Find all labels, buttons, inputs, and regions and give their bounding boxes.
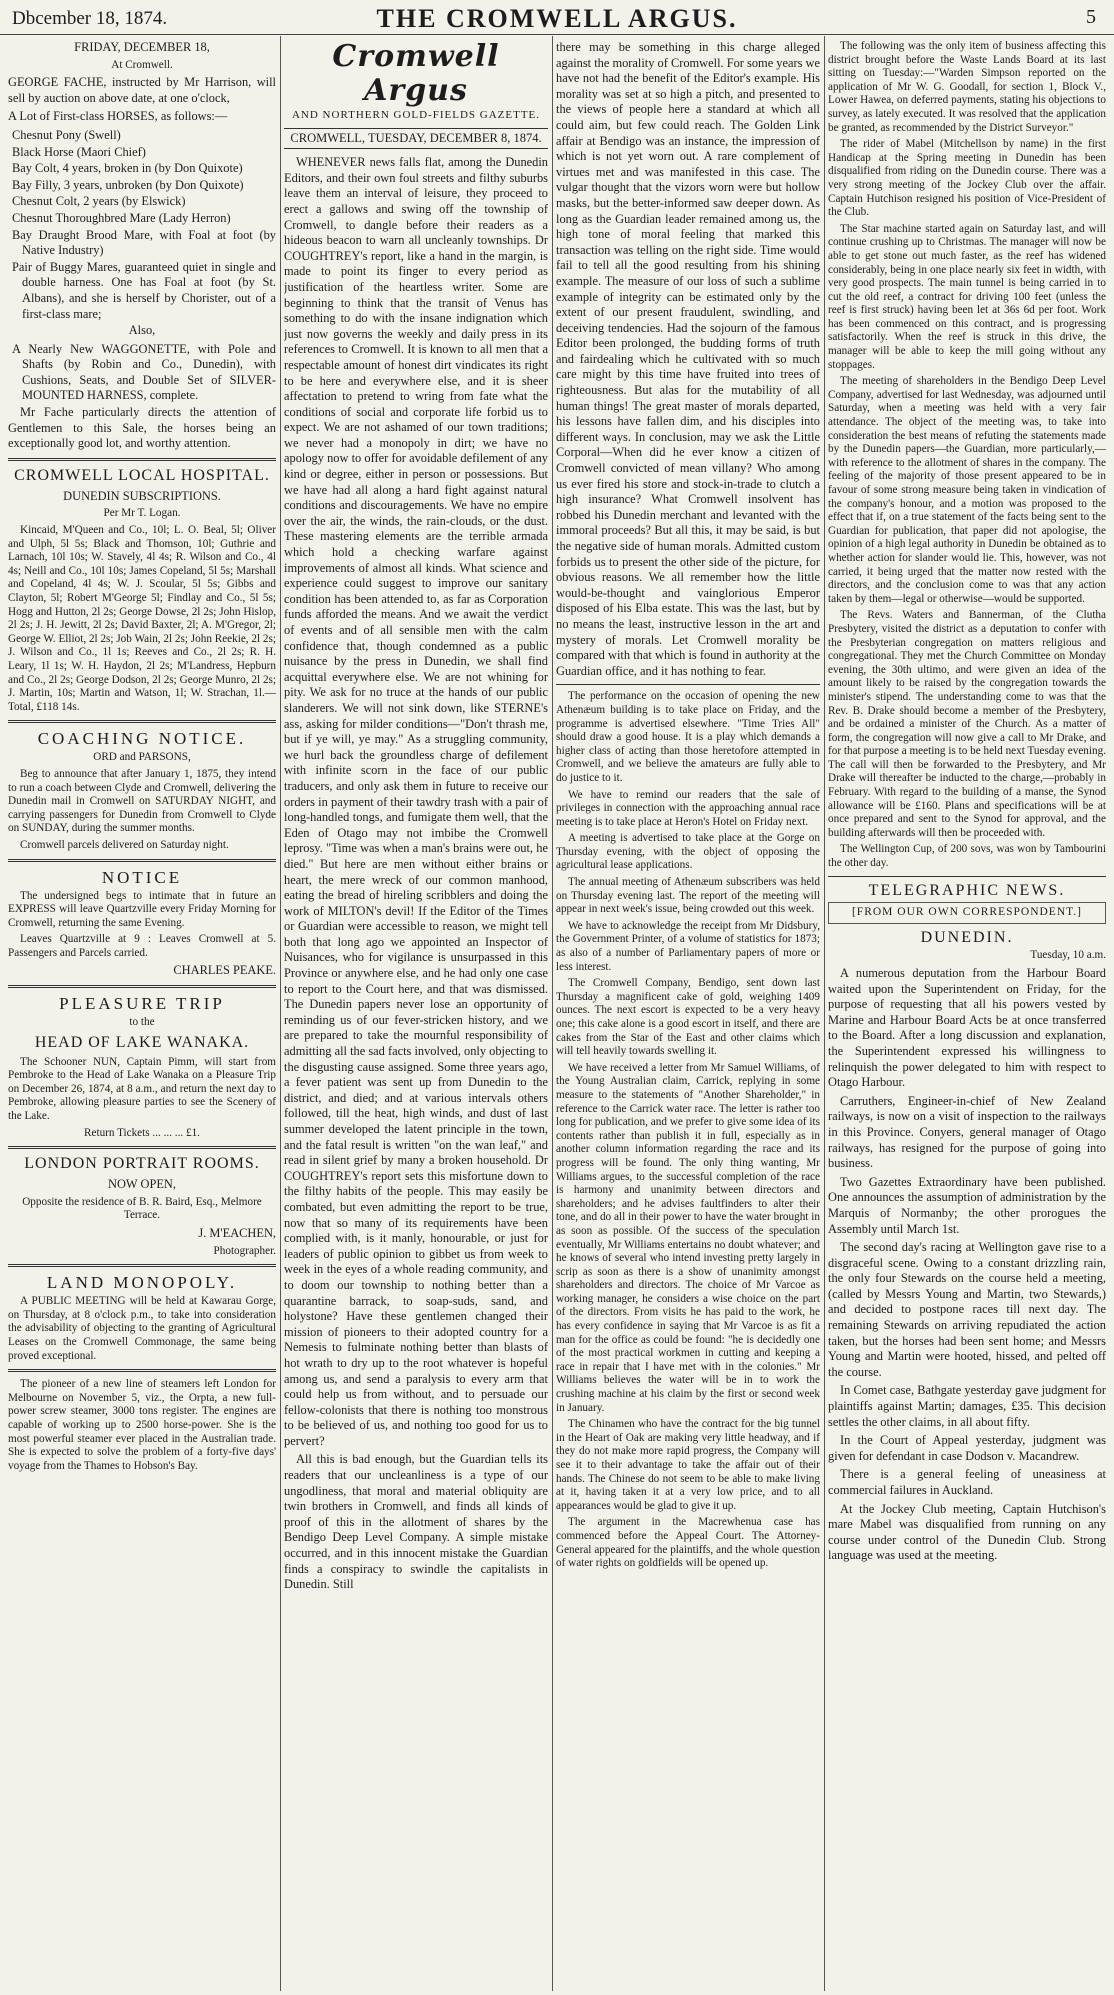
column-rule — [280, 36, 281, 1991]
notice-text: The undersigned begs to intimate that in future an EXPRESS will leave Quartzville every Friday Morning for Cromwell, returning the same Evening. — [8, 889, 276, 929]
land-title: LAND MONOPOLY. — [46, 1273, 238, 1293]
news-item: The Revs. Waters and Bannerman, of the Clutha Presbytery, visited the district as a deputation to confer with the Presbyterian congregation on matters religious and congregational. They met the Church Committee on Monday evening, the 30th ultimo, and were given an idea of the amount likely to be raised by the congregation towards the minister's stipend. The understanding come to was that the Rev. B. Drake should become a member of the Presbytery, and be ordained a minister of the Church. As a matter of form, the congregation will now give a call to Mr Drake, and for that purpose a meeting is to be held next Tuesday evening. The call will then be forwarded to the Presbytery, and Mr Drake will thereafter be inducted to the charge,—probably in February. With regard to the building of a manse, the Synod allowance will be £160. Plans and specifications will be at once prepared and sent to the Synod for approval, and the building afterwards will then be proceeded with. — [828, 609, 1106, 839]
portrait-role: Photographer. — [213, 1244, 276, 1257]
lot-item: Bay Filly, 3 years, unbroken (by Don Quixote) — [12, 177, 244, 192]
telegraph-item: At the Jockey Club meeting, Captain Hutchison's mare Mabel was disqualified from running on any course under control of the Dunedin Club. Strong language was used at the meeting. — [828, 1501, 1106, 1563]
sale-intro: GEORGE FACHE, instructed by Mr Harrison, will sell by auction on above date, at one o'clock, — [8, 75, 276, 105]
hospital-per: Per Mr T. Logan. — [103, 507, 181, 520]
pleasure-trip-advert — [8, 994, 276, 1140]
land-monopoly-advert — [8, 1273, 276, 1363]
column-1-advertisements — [8, 40, 276, 1990]
portrait-title: LONDON PORTRAIT ROOMS. — [24, 1155, 260, 1173]
trip-text: The Schooner NUN, Captain Pimm, will start from Pembroke to the Head of Lake Wanaka on a Pleasure Trip on December 26, 1874, at 8 a.m., and return the next day to Pembroke, allowing pleasure parties to see the Scenery of the Lake. — [8, 1055, 276, 1123]
sale-attention: Mr Fache particularly directs the attention of Gentlemen to this Sale, the horses being an exceptionally good lot, and worthy attention. — [8, 405, 276, 451]
news-item: The annual meeting of Athenæum subscribers was held on Thursday evening last. The report of the meeting will appear in next week's issue, being crowded out this week. — [556, 876, 820, 916]
telegraph-place: DUNEDIN. — [920, 928, 1014, 946]
lot-item: Pair of Buggy Mares, guaranteed quiet in single and double harness. One has Foal at foot (by St. Albans), and she is herself by Chorister, out of a first-class mare; — [12, 259, 276, 321]
divider — [8, 1369, 276, 1372]
issue-date: Dbcember 18, 1874. — [12, 8, 168, 29]
lot-item: Bay Colt, 4 years, broken in (by Don Quixote) — [12, 161, 243, 176]
telegraph-item: There is a general feeling of uneasiness at commercial failures in Auckland. — [828, 1467, 1106, 1497]
column-rule — [552, 36, 553, 1991]
divider — [556, 684, 820, 685]
news-item: The following was the only item of business affecting this district brought before the Waste Lands Board at its last sitting on Tuesday:—"Warden Simpson reported on the application of Mr W. G. Goodall, for section 1, Block V., Lower Hawea, on deferred payments, stating his objections to survey, as lately executed. It was resolved that the application be granted, as recommended by the District Surveyor." — [828, 40, 1106, 134]
telegraph-item: Carruthers, Engineer-in-chief of New Zealand railways, is now on a visit of inspection to the railways in this Province. Conyers, general manager of Otago railways, has resigned for the purpose of going into business. — [828, 1093, 1106, 1171]
notice-times: Leaves Quartzville at 9 : Leaves Cromwell at 5. Passengers and Parcels carried. — [8, 933, 276, 959]
editorial-paragraph: WHENEVER news falls flat, among the Dunedin Editors, and their own foul streets and filthy suburbs leave them an interval of leisure, they proceed to erect a gallows and swing off the township of Cromwell, to dangle before their readers as a hideous beacon to warn all uncleanly townships. Dr COUGHTREY's report, like a hand in the margin, is made to point its finger to every period as justification of the heartless writer. Some are beginning to think that the transit of Venus has something to do with the insane indignation which just now governs the weekly and daily press in its references to Cromwell. It is known to all men that a respectable amount of honest dirt vindicates its right to be here and everywhere else, and it is sheer affectation to pretend to wring from fate what the conditions of social and corporate life forbid us to expect. We are not ashamed of our town traditions; we never had a monopoly in dirt; we have no apology now to offer for avoidable defilement of any kind or degree, either in person or possessions. But we have had all along a hard fight against natural conditions and discouragements. We have no empire over the air, the winds, the rain-clouds, or the dust. These mastering elements are the terrible armada which hold a checking warfare against improvements of almost all kinds. What science and experience could suggest to improve our sanitary condition has been attended to, as far as Corporation funds afforded the means. And we await the verdict of events and of all sensible men with the calm confidence that, though condemned as a public nuisance by the press in Dunedin, we shall find acquittal everywhere else. We are not whining for pity. We ask for no truce at the hands of our public slanderers. We will not sink down, like STERNE's ass, asking for milder conditions—"Don't thrash me, but if ye will, ye may." As a struggling community, we hurl back the groundless charge of defilement with infinite scorn in the face of our public traducers, and only ask them in future to receive our orders in payment of their tawdry trash with a pair of long-handled tongs, and fumigate them well, that the Eden of Otago may not imbibe the Cromwell leprosy. "Time was when a man's brains were out, he died." But here are men without either brains or heart, the mere wreck of our common manhood, eating the bread of hireling scribblers and doing the work of MILTON's devil! If the Editor of the Times or Guardian were accessible to reason, we might tell both that long ago we appointed an Inspector of Nuisances, who for vigilance is unsurpassed in this Province or anywhere else, and he had only one case to report to the Court here, and that was dismissed. The Dunedin papers never lose an opportunity of reminding us of our fever-stricken history, and we are prepared to take the mournful responsibility of admitting all the sad facts involved, only objecting to the disgusting cause assigned. Some three years ago, a fever patient was sent up from Dunedin to the district, and died; and at various intervals others followed, till the heat, high winds, and dust of last summer developed the latent principle in the town, and the fatal result is written "on the wan leaf," and read in silent grief by many a broken household. Dr COUGHTREY's report sets this misfortune down to the filthy habits of the people. This may easily be combated, but even admitting the report to be true, now that so many of its requirements have been complied with, is it manly, honourable, or just for leaders of public opinion to gibbet us from week to week in the eyes of a whole reading community, and to doom our township to nothing better than a quarantine barrack, to soap-suds, sand, and holystone? Have these gentlemen changed their mission of pioneers to their adopted country for a Nemesis to fulminate nothing better than blasts of hot wrath to dry up to the root whatever is hopeful among us, and send a paralysis to every arm that could help us from without, and to persuade our fellow-colonists that there is nothing too monstrous to be believed of us, and nothing too good for us to pervert? — [284, 155, 548, 1448]
divider — [8, 1146, 276, 1149]
wagonette-item: A Nearly New WAGGONETTE, with Pole and Shafts (by Robin and Co., Dunedin), with Cushions, Seats, and Double Set of SILVER-MOUNTED HARNESS, complete. — [12, 341, 276, 403]
news-item: The Cromwell Company, Bendigo, sent down last Thursday a magnificent cake of gold, weighing 1409 ounces. The next escort is expected to be a very heavy one; this cake alone is a good escort in itself, and there are cakes from the Star of the East and other claims which will tell heavily towards swelling it. — [556, 977, 820, 1058]
divider — [8, 1264, 276, 1267]
sale-place: At Cromwell. — [111, 58, 173, 71]
portrait-address: Opposite the residence of B. R. Baird, Esq., Melmore Terrace. — [22, 1195, 262, 1222]
editorial-continued: there may be something in this charge alleged against the morality of Cromwell. For some years we have not had the benefit of the Editor's example. His morality was set at so high a pitch, and presented to the views of people here a standard at which all could aim, but few could reach. The Golden Link affair at Bendigo was an instance, the impression of which is not yet worn out. A rare complement of virtues met and was manifested in this case. The vulgar thought that the vizors worn were but hollow masks, but the better-informed saw deeper down. As long as the Guardian leader remained among us, the high tone of moral feeling that marked this transaction was telling on the right side. Time would fail to tell all the good resulting from his shining example. The measure of our loss of such a sublime example of integrity can be estimated only by the extent of our present fraudulent, swindling, and deceiving tendencies. Had the sojourn of the famous Editor been prolonged, the budding forms of truth and fairdealing which he cultivated with so much care might by this time have fruited into trees of righteousness. But alas for the mutability of all human things! The great master of morals departed, his lessons have fallen dim, and his disciples into different ways. In conclusion, may we ask the Little Corporal—When did he ever know a citizen of Cromwell convicted of mean villany? Who among us ever fired his store and stock-in-trade to clutch a high insurance? What Cromwell insolvent has robbed his Dunedin merchant and levanted with the immoral proceeds? But all this, it may be said, is but the negative side of human morals. Admitted custom forbids us to present the other side of the picture, for obvious reasons. We all remember how the little would-be-thought and vainglorious Emperor disposed of his Elba estate. This was the last, but by no means the least, instructive lesson in the art and mystery of morals. Let Cromwell morality be compared with that which is found in authority at the Guardian office, and it has nothing to fear. — [556, 40, 820, 678]
portrait-advert — [8, 1155, 276, 1258]
news-item: The Chinamen who have the contract for the big tunnel in the Heart of Oak are making very little headway, and if they do not make more rapid progress, the Company will see it to their advantage to take the affair out of their hands. The Chinese do not seem to be able to make living at it, having taken it at a very low price, and to all appearances would be glad to give it up. — [556, 1418, 820, 1512]
auction-advert — [8, 40, 276, 452]
notice-title: NOTICE — [101, 867, 183, 887]
lot-item: Chesnut Thoroughbred Mare (Lady Herron) — [12, 210, 231, 225]
divider — [8, 720, 276, 723]
lot-item: Black Horse (Maori Chief) — [12, 144, 146, 159]
column-3-news — [556, 40, 820, 1990]
coach-title: COACHING NOTICE. — [37, 729, 247, 749]
trip-tickets: Return Tickets ... ... ... £1. — [84, 1126, 200, 1139]
page-header — [0, 0, 1114, 35]
news-item: We have to remind our readers that the sale of privileges in connection with the approaching annual race meeting is to take place at Heron's Hotel on Friday next. — [556, 788, 820, 828]
hospital-subtitle: DUNEDIN SUBSCRIPTIONS. — [63, 488, 221, 503]
hospital-advert — [8, 467, 276, 715]
notice-signature: CHARLES PEAKE. — [173, 963, 276, 978]
divider — [8, 985, 276, 988]
news-item: The performance on the occasion of opening the new Athenæum building is to take place on Friday, and the programme is advertised elsewhere. "Time Tries All" should draw a good house. It is a play which demands a higher class of acting than those heretofore attempted in Cromwell, and we believe the amateurs are fully able to do justice to it. — [556, 690, 820, 784]
column-4-news — [828, 40, 1106, 1990]
hospital-title: CROMWELL LOCAL HOSPITAL. — [14, 466, 270, 484]
trip-to: to the — [129, 1016, 155, 1029]
divider — [8, 458, 276, 461]
portrait-open: NOW OPEN, — [108, 1177, 176, 1192]
trip-title: PLEASURE TRIP — [59, 994, 225, 1014]
coaching-advert — [8, 729, 276, 852]
paper-title: THE CROMWELL ARGUS. — [376, 4, 738, 33]
coach-from: ORD and PARSONS, — [93, 751, 191, 764]
also-label: Also, — [128, 323, 156, 338]
news-item: A meeting is advertised to take place at the Gorge on Thursday evening, with the object of opposing the agricultural lease applications. — [556, 832, 820, 872]
news-item: The argument in the Macrewhenua case has commenced before the Appeal Court. The Attorney-General appeared for the plaintiffs, and the whole question of water rights on goldfields will be opened up. — [556, 1516, 820, 1570]
editorial-dateline: CROMWELL, TUESDAY, DECEMBER 8, 1874. — [284, 128, 548, 150]
telegraph-item: A numerous deputation from the Harbour Board waited upon the Superintendent on Friday, for the purpose of requesting that all his powers vested by Marine and Harbour Board Acts be at once transferred to the Board. After a long discussion and explanation, the Superintendent expressed his willingness to relinquish the power delegated to him with respect to Otago Harbour. — [828, 966, 1106, 1090]
news-item: The Wellington Cup, of 200 sovs, was won by Tambourini the other day. — [828, 843, 1106, 870]
portrait-name: J. M'EACHEN, — [198, 1226, 276, 1240]
column-2-editorial — [284, 40, 548, 1990]
news-item: We have received a letter from Mr Samuel Williams, of the Young Australian claim, Carrick, replying in some measure to the statements of "Another Shareholder," in reference to the Carrick water race. The letter is rather too long for publication, and we prefer to give some idea of its contents rather than publish it in full, especially as in another column information regarding the race and its progress will be found. The only thing wanting, Mr Williams argues, to the successful completion of the race is harmony and unanimity between directors and shareholders; and he advises faultfinders to alter their tone, and do all in their power to have the water brought in as soon as possible. Of the success of the speculation eventually, Mr Williams entertains no doubt whatever; and he knows of several who intend investing pretty largely in scrip as soon as there is a show of unanimity amongst shareholders and directors. The choice of Mr Varcoe as working manager, he considers a wise choice on the part of the directors. From visits he has paid to the work, he has every confidence in saying that Mr Varcoe is as fit a man for the office as could be found: "he is decidedly one of the most practical workmen in cutting and keeping a race in repair that I have met with in the colonies." Mr Williams believes the water will be in to work the crushing machine at his claim by the first or second week in January. — [556, 1061, 820, 1414]
page-number: 5 — [1086, 6, 1096, 28]
lot-item: Chesnut Colt, 2 years (by Elswick) — [12, 194, 186, 209]
telegraph-item: In the Court of Appeal yesterday, judgment was given for defendant in case Dodson v. Macandrew. — [828, 1433, 1106, 1463]
trip-destination: HEAD OF LAKE WANAKA. — [34, 1033, 250, 1051]
sale-date: FRIDAY, DECEMBER 18, — [74, 40, 210, 54]
sale-intro-lots: A Lot of First-class HORSES, as follows:— — [8, 109, 228, 124]
column-rule — [824, 36, 825, 1991]
divider — [8, 859, 276, 862]
nameplate: Cromwell Argus — [332, 40, 500, 108]
coach-parcels: Cromwell parcels delivered on Saturday night. — [20, 838, 229, 851]
telegraph-item: Two Gazettes Extraordinary have been published. One announces the assumption of administration by the Marquis of Normanby; the other prorogues the Assembly until March 1st. — [828, 1174, 1106, 1236]
news-item: The Star machine started again on Saturday last, and will continue crushing up to Christmas. The manager will now be able to get stone out much faster, as the reef has widened considerably, being in one place nearly six feet in width, with very good prospects. The main tunnel is being carried in to cut the old reef, a contract for driving 100 feet (unless the reef is first struck) having been let at 36s 6d per foot. Work has been commenced on this contract, and is progressing satisfactorily. When the reef is struck in this drive, the manager will be able to keep the mill going without any stoppages. — [828, 222, 1106, 371]
news-item: The meeting of shareholders in the Bendigo Deep Level Company, advertised for last Wednesday, was adjourned until Saturday, when a meeting was held with a very fair attendance. The object of the meeting was, to take into consideration the best means of refuting the statements made by the Dunedin papers—the Guardian, more particularly,—with reference to the allotment of shares in the company. The feeling of the majority of those present appeared to be in favour of some strong measure being taken in vindication of the company's honour, and a motion was proposed to the effect that if, on a true statement of the facts being sent to the Guardian for publication, that paper did not apologise, the opinion of a high legal authority in Dunedin be obtained as to whether action for slander would lie. This, however, was not carried, it being urged that the matter now rested with the directors, and the conclusion come to was that any action taken by them—legal or otherwise—would be supported. — [828, 375, 1106, 605]
notice-advert — [8, 868, 276, 980]
hospital-list: Kincaid, M'Queen and Co., 10l; L. O. Beal, 5l; Oliver and Ulph, 5l 5s; Black and Thomson, 10l; Guthrie and Larnach, 10l 10s; W. Stavely, 4l 4s; R. Wilson and Co., 4l 4s; Neill and Co., 10l 10s; James Copeland, 5l 5s; Marshall and Copeland, 4l 4s; W. J. Scoular, 5l 5s; Gibbs and Clayton, 5l; Robert M'George 5l; Findlay and Co., 5l 5s; Hogg and Hutton, 2l 2s; George Dowse, 2l 2s; John Hislop, 2l 2s; J. H. Jewitt, 2l 2s; David Baxter, 2l; A. M'Gregor, 2l; George W. Elliot, 2l 2s; Job Wain, 2l 2s; John Reekie, 2l 2s; J. Wilson and Co., 1l 1s; Reeves and Co., 2l 2s; R. H. Leary, 1l 1s; W. H. Haydon, 2l 2s; M'Landress, Hepburn and Co., 2l 2s; George Dodson, 2l 2s; George Munro, 2l 2s; J. Martin, 10s; Martin and Watson, 1l; W. Strachan, 1l.—Total, £118 14s. — [8, 524, 276, 713]
lot-item: Bay Draught Brood Mare, with Foal at foot (by Native Industry) — [12, 227, 276, 258]
land-text: A PUBLIC MEETING will be held at Kawarau Gorge, on Thursday, at 8 o'clock p.m., to take into consideration the advisability of objecting to the granting of Agricultural Leases on the Cromwell Commonage, the same being proved exceptional. — [8, 1295, 276, 1362]
news-item: We have to acknowledge the receipt from Mr Didsbury, the Government Printer, of a volume of statistics for 1873; as also of a number of Parliamentary papers of more or less interest. — [556, 919, 820, 973]
telegraph-item: In Comet case, Bathgate yesterday gave judgment for plaintiffs against Martin; damages, £35. This decision settles the other claims, in all about fifty. — [828, 1383, 1106, 1429]
divider — [828, 876, 1106, 877]
telegraph-item: The second day's racing at Wellington gave rise to a disgraceful scene. Owing to a constant drizzling rain, the only four Stewards on the course held a meeting, (called by Messrs Young and Martin, two Stewards,) and decided to postpone races till next day. The remaining Stewards on arriving repudiated the action taken, but the horses had been sent home; and Messrs Young and Martin were hooted, hissed, and pelted off the course. — [828, 1240, 1106, 1379]
correspondent-label: [FROM OUR OWN CORRESPONDENT.] — [828, 902, 1106, 924]
steamer-paragraph: The pioneer of a new line of steamers left London for Melbourne on November 5, viz., the Orpta, a new full-power screw steamer, 3000 tons register. The engines are capable of working up to 2500 horse-power. She is the most powerful steamer ever placed in the Australian trade. She is expected to solve the problem of a forty-five days' voyage from the Thames to Hobson's Bay. — [8, 1378, 276, 1472]
news-item: The rider of Mabel (Mitchellson by name) in the first Handicap at the Spring meeting in Dunedin has been disqualified from riding on the Dunedin course. There was a very strong meeting of the Jockey Club over the affair. Captain Hutchison resigned his position of Vice-President of the Club. — [828, 138, 1106, 219]
editorial-paragraph: All this is bad enough, but the Guardian tells its readers that our uncleanliness is a type of our ungodliness, that moral and material obliquity are twin brothers in Cromwell, and finds all kinds of proof of this in the allotment of shares by the Bendigo Deep Level Company. A simple mistake occurred, and in this innocent mistake the Guardian finds a conspiracy to swindle the capitalists in Dunedin. Still — [284, 1452, 548, 1592]
telegraphic-title: TELEGRAPHIC NEWS. — [868, 881, 1066, 899]
coach-text: Beg to announce that after January 1, 1875, they intend to run a coach between Clyde and Cromwell, delivering the Dunedin mail in Cromwell on SATURDAY NIGHT, and carrying passengers for Dunedin from Cromwell to Clyde on SUNDAY, during the summer months. — [8, 767, 276, 835]
nameplate-subtitle: AND NORTHERN GOLD-FIELDS GAZETTE. — [291, 109, 541, 121]
lot-item: Chesnut Pony (Swell) — [12, 127, 121, 142]
telegraph-time: Tuesday, 10 a.m. — [1030, 949, 1106, 962]
